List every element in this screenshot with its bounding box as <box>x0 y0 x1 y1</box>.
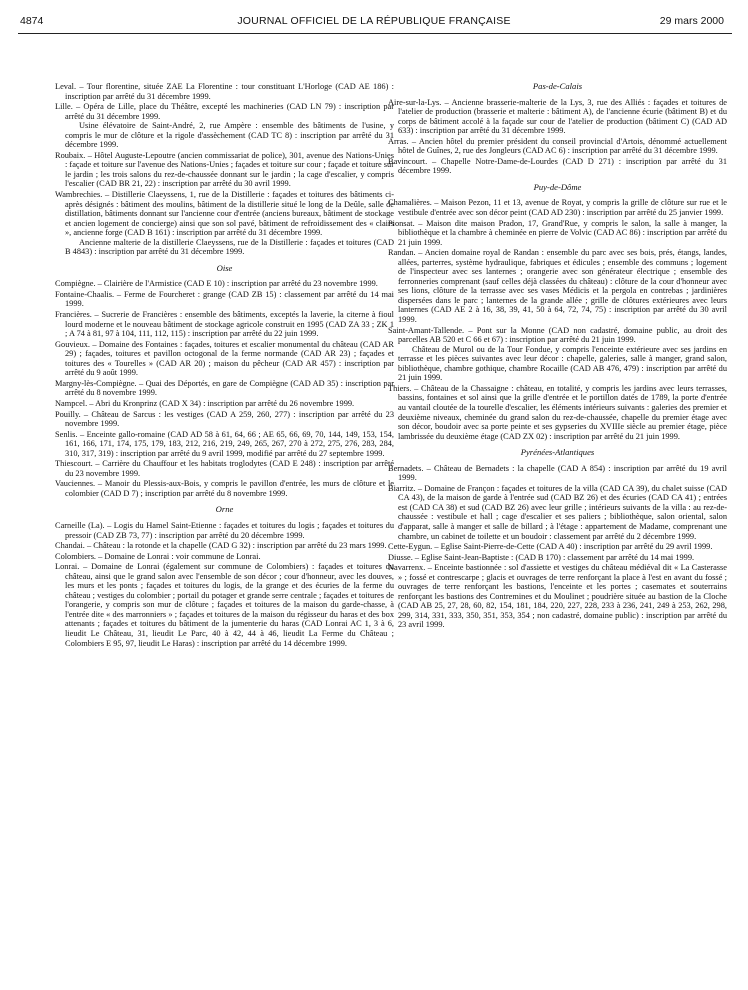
monument-entry <box>55 151 394 189</box>
section-heading: Pyrénées-Atlantiques <box>520 447 595 458</box>
monument-entry <box>55 459 394 478</box>
monument-entry <box>55 82 394 101</box>
monument-entry <box>55 290 394 309</box>
entry-paragraph: Lonrai. – Domaine de Lonrai (également sur commune de Colombiers) : façades et toitures du château, ainsi que le grand salon avec l'ensemble de son décor ; cour d'honneur, avec les douves, les murs et les ponts ; façades et toitures du logis, de la grange et des écuries de la ferme du château ; vestiges du colombier ; portail du potager et grande serre centrale ; façades et toitures de l'orangerie, y compris son mur de clôture ; façades et toitures de la maison du garde-chasse, à l'entrée dite « des marronniers » ; façades et toitures de la maison du régisseur du haras et des box attenants ; façades et toitures du bâtiment de la jumenterie du haras (CAD Lonrai AC 1, 3 à 6, lieudit Le Château, 31, lieudit Le Parc, 40 à 42, 44 à 46, lieudit La Ferme du Château ; Colombiers E 95, 97, lieudit Le Haras) : inscription par arrêté du 14 décembre 1999. <box>55 562 394 648</box>
monument-entry <box>55 410 394 429</box>
monument-entry <box>388 484 727 541</box>
entry-paragraph: Arras. – Ancien hôtel du premier président du conseil provincial d'Artois, dénommé actuellement hôtel de Guînes, 2, rue des Jongleurs (CAD AC 6) : inscription par arrêté du 31 décembre 1999. <box>388 136 727 156</box>
monument-entry <box>55 379 394 398</box>
entry-paragraph: Navarrenx. – Enceinte bastionnée : sol d'assiette et vestiges du château médiéval dit « La Casterasse » ; fossé et contrescarpe ; glacis et ouvrages de terre renforçant la place à l'est en avant du fossé ; ouvrages de terre renforçant les bastions, l'enceinte et les portes ; casemates et souterrains renforçant les bastions des Contremines et du Moulinet ; poudrière située au bastion de la Cloche (CAD AB 25, 27, 28, 60, 82, 154, 181, 184, 220, 227, 228, 233 à 236, 241, 249 à 253, 262, 298, 299, 314, 331, 333, 350, 351, 353, 354 ; non cadastré, domaine public) : inscription par arrêté du 23 avril 1999. <box>388 563 727 630</box>
entry-paragraph: Chandai. – Château : la rotonde et la chapelle (CAD G 32) : inscription par arrêté du 23 mars 1999. <box>55 541 387 551</box>
entry-paragraph: Bavincourt. – Chapelle Notre-Dame-de-Lourdes (CAD D 271) : inscription par arrêté du 31 décembre 1999. <box>388 156 727 176</box>
monument-entry <box>388 464 727 483</box>
section-heading: Oise <box>216 262 233 273</box>
header-rule <box>18 33 732 34</box>
page-number: 4874 <box>20 15 44 27</box>
issue-date: 29 mars 2000 <box>659 15 724 27</box>
right-column <box>388 82 727 631</box>
entry-paragraph: Lille. – Opéra de Lille, place du Théâtre, excepté les machineries (CAD LN 79) : inscription par arrêté du 31 décembre 1999. <box>55 102 394 121</box>
monument-entry <box>388 542 727 552</box>
entry-paragraph: Pouilly. – Château de Sarcus : les vestiges (CAD A 259, 260, 277) : inscription par arrêté du 23 novembre 1999. <box>55 409 394 429</box>
entry-paragraph: Francières. – Sucrerie de Francières : ensemble des bâtiments, exceptés la laverie, la citerne à fioul lourd moderne et le nouveau bâtiment de stockage agricole construit en 1995 (CAD ZA 33 ; ZK 1 ; A 74 à 81, 97 à 104, 111, 112, 115) : inscription par arrêté du 22 juin 1999. <box>55 310 394 339</box>
monument-entry <box>388 553 727 563</box>
monument-entry <box>388 157 727 176</box>
entry-paragraph: Thiescourt. – Carrière du Chauffour et les habitats troglodytes (CAD E 248) : inscription par arrêté du 23 novembre 1999. <box>55 459 394 478</box>
entry-paragraph: Ancienne malterie de la distillerie Claeyssens, rue de la Distillerie : façades et toitures (CAD B 4843) : inscription par arrêté du 31 décembre 1999. <box>65 237 394 257</box>
monument-entry <box>55 190 394 257</box>
entry-paragraph: Wambrechies. – Distillerie Claeyssens, 1, rue de la Distillerie : façades et toitures des bâtiments ci-après désignés : bâtiment des moulins, bâtiment de la distillerie situé le long de la Deûle, salle de distillation, bâtiments donnant sur l'ancienne cour d'entrée (anciens bureaux, bâtiment de stockage et ancien logement de concierge) ainsi que son sol pavé, bâtiment de refroidissement des « clairs », ancienne forge (CAD B 161) : inscription par arrêté du 31 décembre 1999. <box>55 190 394 238</box>
entry-paragraph: Carneille (La). – Logis du Hamel Saint-Etienne : façades et toitures du logis ; façades et toitures du pressoir (CAD ZB 73, 77) : inscription par arrêté du 20 décembre 1999. <box>55 520 394 540</box>
entry-paragraph: Usine élévatoire de Saint-André, 2, rue Ampère : ensemble des bâtiments de l'usine, y compris le mur de clôture et la rigole d'assèchement (CAD TC 8) : inscription par arrêté du 31 décembre 1999. <box>65 121 394 150</box>
monument-entry <box>55 279 394 289</box>
entry-paragraph: Fontaine-Chaalis. – Ferme de Fourcheret : grange (CAD ZB 15) : classement par arrêté du 14 mai 1999. <box>55 289 394 309</box>
monument-entry <box>55 562 394 648</box>
monument-entry <box>55 541 394 551</box>
entry-paragraph: Randan. – Ancien domaine royal de Randan : ensemble du parc avec ses bois, prés, étangs, landes, allées, parterres, système hydraulique, fabriques et édicules ; ensemble des communs ; logement de l'inspecteur avec ses lanternes ; orangerie avec son générateur électrique ; ensemble des ferronneries comprenant (sauf celles déjà classées du château) : clôture de la cour d'honneur avec ses lions, clôture de la terrasse avec ses vases Médicis et la pergola en contrebas ; jardinières dispersées dans le parc ; lanternes de la grande allée ; grille de clôtures extérieures avec leurs lanternes (CAD AE 2 à 16, 38, 39, 41, 50 à 64, 72, 74, 75) : inscription par arrêté du 30 avril 1999. <box>388 248 727 325</box>
entry-paragraph: Nampcel. – Abri du Kronprinz (CAD X 34) : inscription par arrêté du 26 novembre 1999. <box>55 398 355 408</box>
entry-paragraph: Pionsat. – Maison dite maison Pradon, 17, Grand'Rue, y compris le salon, la salle à manger, la bibliothèque et la chambre à cheminée en pierre de Volvic (CAD AC 86) : inscription par arrêté du 21 juin 1999. <box>388 218 727 247</box>
monument-entry <box>388 563 727 630</box>
entry-paragraph: Cette-Eygun. – Eglise Saint-Pierre-de-Cette (CAD A 40) : inscription par arrêté du 29 avril 1999. <box>388 542 713 552</box>
entry-paragraph: Leval. – Tour florentine, située ZAE La Florentine : tour constituant L'Horloge (CAD AE 186) : inscription par arrêté du 31 décembre 1999. <box>55 82 394 101</box>
monument-entry <box>388 248 727 324</box>
entry-paragraph: Aire-sur-la-Lys. – Ancienne brasserie-malterie de la Lys, 3, rue des Alliés : façades et toitures de l'atelier de production (brasserie et malterie : bâtiment A), de l'ancienne écurie (bâtiment B) et du corps de bâtiment accolé à la façade sur cour de l'atelier de production (bâtiment C) (CAD AD 633) : inscription par arrêté du 31 décembre 1999. <box>388 97 727 136</box>
monument-entry <box>388 198 727 217</box>
monument-entry <box>55 430 394 459</box>
entry-paragraph: Saint-Amant-Tallende. – Pont sur la Monne (CAD non cadastré, domaine public, au droit des parcelles AB 520 et C 66 et 67) : inscription par arrêté du 21 juin 1999. <box>388 325 727 345</box>
monument-entry <box>55 399 394 409</box>
section-heading: Pas-de-Calais <box>532 81 583 91</box>
monument-entry <box>55 340 394 378</box>
entry-paragraph: Roubaix. – Hôtel Auguste-Lepoutre (ancien commissariat de police), 301, avenue des Nations-Unies : façade et toiture sur l'avenue des Nations-Unies ; façades et toiture sur cour ; façade et toiture sur le jardin ; les trois salons du rez-de-chaussée donnant sur le jardin ; la cage d'escalier, y compris l'escalier (CAD BR 21, 22) : inscription par arrêté du 30 avril 1999. <box>55 150 394 189</box>
entry-paragraph: Diusse. – Eglise Saint-Jean-Baptiste : (CAD B 170) : classement par arrêté du 14 mai 1999. <box>388 552 695 562</box>
monument-entry <box>55 102 394 150</box>
monument-entry <box>388 384 727 441</box>
monument-entry <box>388 326 727 383</box>
entry-paragraph: Biarritz. – Domaine de Françon : façades et toitures de la villa (CAD CA 39), du chalet suisse (CAD CA 43), de la maison de garde à l'entrée sud (CAD BZ 26) et des écuries (CAD CA 41) ; entrées est (CAD CA 38) et sud (CAD BZ 26) avec leur grille ; intérieurs suivants de la villa : au rez-de-chaussée : vestibule et hall ; cage d'escalier et ses paliers ; bibliothèque, salon oriental, salon d'apparat, salle à manger et salle de billard ; à l'étage : appartement de Madame, comprenant une chambre, un cabinet de toilette et un boudoir : classement par arrêté du 2 décembre 1999. <box>388 483 727 541</box>
entry-paragraph: Margny-lès-Compiègne. – Quai des Déportés, en gare de Compiègne (CAD AD 35) : inscription par arrêté du 8 novembre 1999. <box>55 378 394 398</box>
monument-entry <box>55 310 394 339</box>
entry-paragraph: Vauciennes. – Manoir du Plessis-aux-Bois, y compris le pavillon d'entrée, les murs de clôture et le colombier (CAD D 7) ; inscription par arrêté du 8 novembre 1999. <box>55 479 394 498</box>
monument-entry <box>388 137 727 156</box>
entry-paragraph: Colombiers. – Domaine de Lonrai : voir commune de Lonrai. <box>55 551 261 561</box>
monument-entry <box>388 219 727 248</box>
entry-paragraph: Gouvieux. – Domaine des Fontaines : façades, toitures et escalier monumental du château (CAD AR 29) ; façades, toitures et pavillon octogonal de la ferme normande (CAD AR 23) ; façades et toitures des « Tourelles » (CAD AR 20) ; maison du pêcheur (CAD AR 457) : inscription par arrêté du 9 août 1999. <box>55 339 394 378</box>
entry-paragraph: Bernadets. – Château de Bernadets : la chapelle (CAD A 854) : inscription par arrêté du 19 avril 1999. <box>388 463 727 483</box>
section-heading: Orne <box>215 504 234 515</box>
section-heading: Puy-de-Dôme <box>533 181 582 192</box>
entry-paragraph: Compiègne. – Clairière de l'Armistice (CAD E 10) : inscription par arrêté du 23 novembre 1999. <box>55 279 378 289</box>
entry-paragraph: Senlis. – Enceinte gallo-romaine (CAD AD 58 à 61, 64, 66 ; AE 65, 66, 69, 70, 144, 149, 153, 154, 161, 166, 171, 174, 175, 179, 183, 212, 216, 219, 249, 265, 267, 270 à 272, 275, 276, 283, 284, 310, 317, 319) : inscription par arrêté du 9 avril 1999, modifié par arrêté du 27 septembre 1999. <box>55 429 394 458</box>
monument-entry <box>55 479 394 498</box>
page-header <box>0 15 748 31</box>
entry-paragraph: Chamalières. – Maison Pezon, 11 et 13, avenue de Royat, y compris la grille de clôture sur rue et le vestibule d'entrée avec son décor peint (CAD AD 230) : inscription par arrêté du 25 janvier 1999. <box>388 198 727 218</box>
left-column <box>55 82 394 649</box>
entry-paragraph: Château de Murol ou de la Tour Fondue, y compris l'enceinte extérieure avec ses jardins en terrasse et les pièces suivantes avec leur décor : chapelle, galeries, salle à manger, grand salon, bibliothèque, chambre gothique, chambre Rocaille (CAD AB 476, 479) : inscription par arrêté du 21 juin 1999. <box>398 344 727 383</box>
monument-entry <box>55 552 394 562</box>
journal-title: JOURNAL OFFICIEL DE LA RÉPUBLIQUE FRANÇAISE <box>237 15 511 27</box>
monument-entry <box>388 98 727 136</box>
entry-paragraph: Thiers. – Château de la Chassaigne : château, en totalité, y compris les jardins avec leurs terrasses, bassins, fontaines et sol ainsi que la grille d'entrée et le portillon datés de 1789, la porte d'entrée au vantail cloutée de la tourelle d'escalier, les éléments intérieurs suivants : galeries des premier et deuxième niveaux, cheminée du grand salon du rez-de-chaussée, chapelle du premier étage avec son décor, boudoir avec sa porte peinte et ses gypseries du XVIIIe siècle au premier étage, pièce lambrissée du deuxième étage (CAD ZX 02) : inscription par arrêté du 21 juin 1999. <box>388 383 727 441</box>
monument-entry <box>55 521 394 540</box>
